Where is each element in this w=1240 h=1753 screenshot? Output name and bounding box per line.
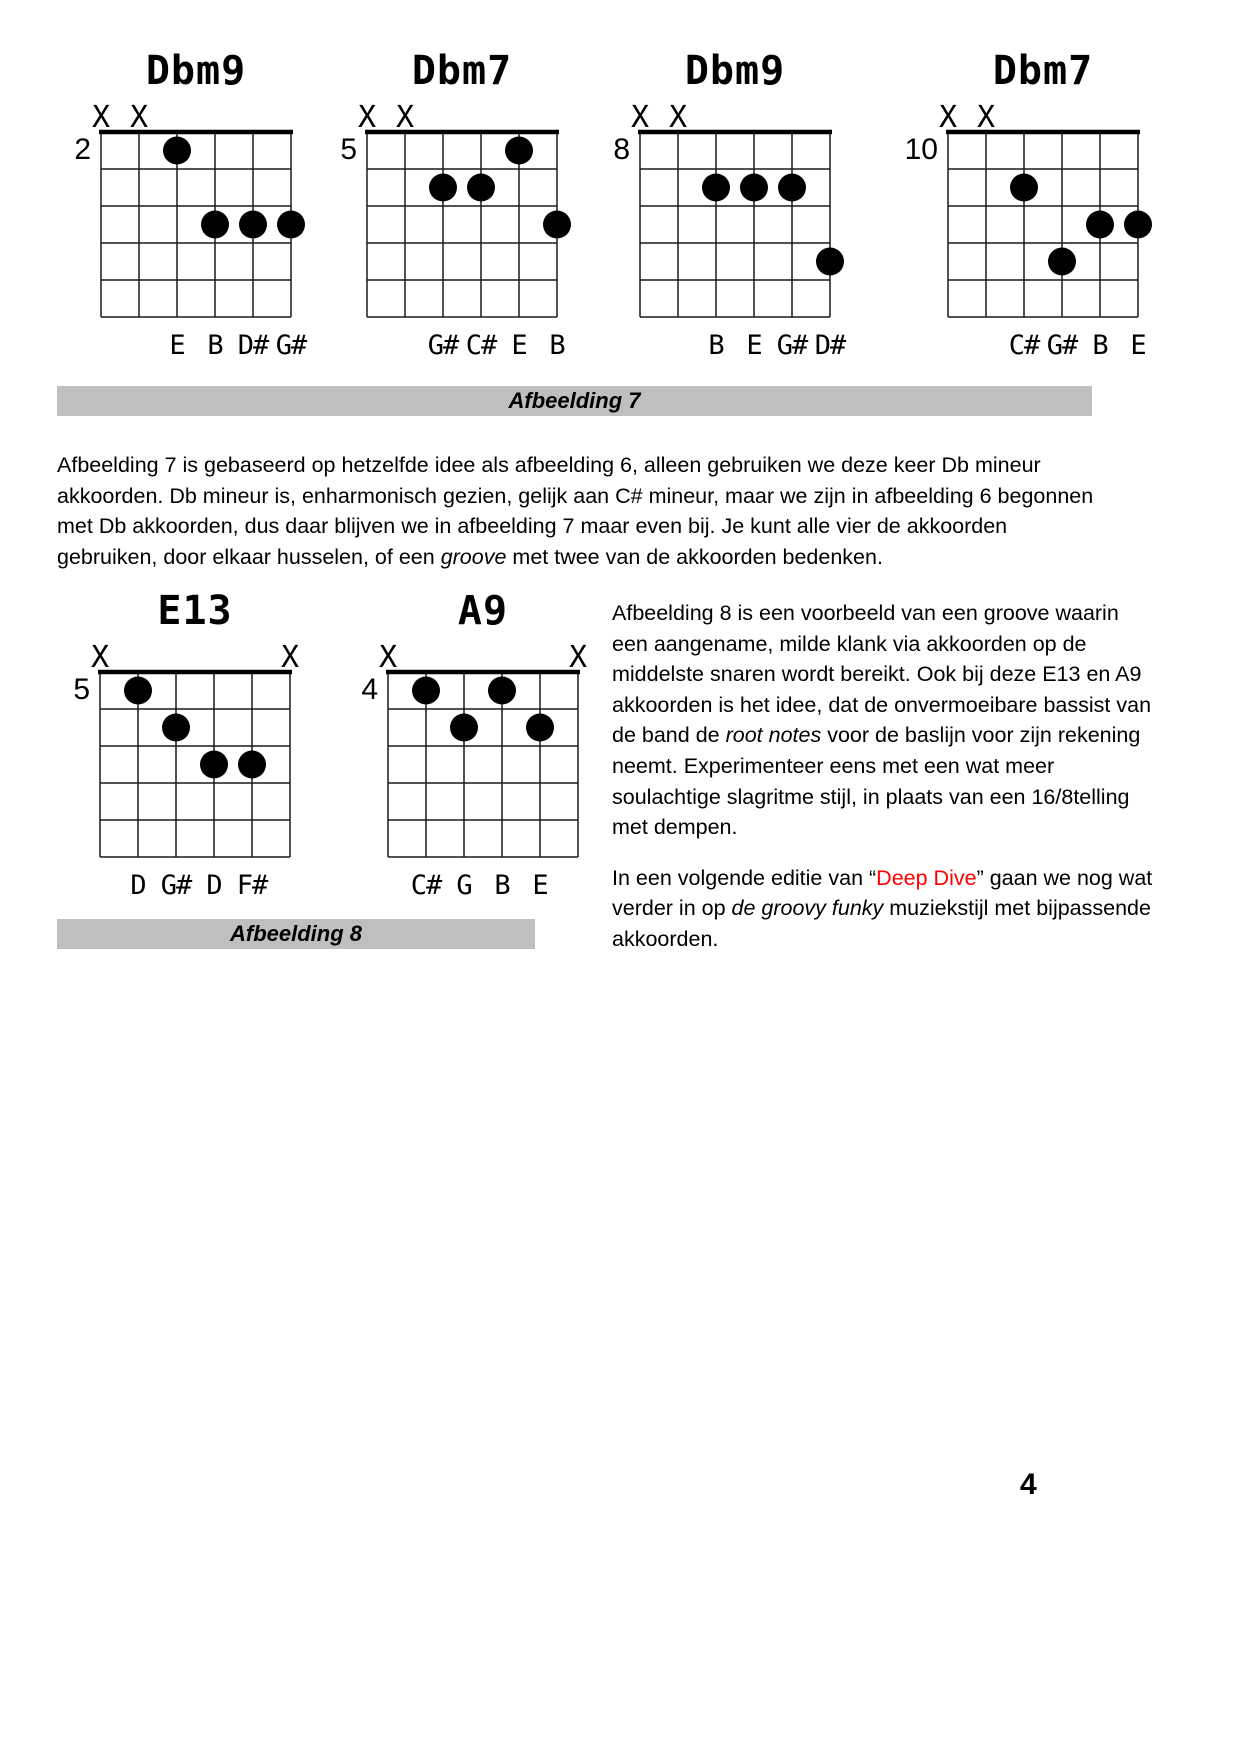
muted-string-marker: X xyxy=(568,640,588,675)
chord-diagram-svg xyxy=(307,38,587,374)
note-label: B xyxy=(1092,330,1108,361)
emphasized-text: de groovy funky xyxy=(731,896,884,921)
note-label: G xyxy=(456,870,472,901)
note-label: E xyxy=(1130,330,1146,361)
finger-dot xyxy=(526,714,554,742)
text-run: In een volgende editie van “ xyxy=(612,865,877,890)
chord-diagram-e13-fret5 xyxy=(40,578,320,914)
chord-diagram-dbm7-fret10 xyxy=(888,38,1168,374)
finger-dot xyxy=(238,751,266,779)
figure8-caption-bar xyxy=(57,919,535,949)
chord-diagram-svg xyxy=(888,38,1168,374)
fret-number: 5 xyxy=(73,673,90,706)
note-label: C# xyxy=(1008,330,1040,361)
emphasized-text: groove xyxy=(440,544,507,569)
finger-dot xyxy=(702,174,730,202)
finger-dot xyxy=(1010,174,1038,202)
chord-name: Dbm9 xyxy=(145,48,247,94)
figure7-caption-bar xyxy=(57,386,1092,416)
note-label: C# xyxy=(410,870,442,901)
finger-dot xyxy=(1124,211,1152,239)
fret-number: 4 xyxy=(361,673,378,706)
finger-dot xyxy=(200,751,228,779)
chord-diagram-svg xyxy=(328,578,608,914)
muted-string-marker: X xyxy=(378,640,398,675)
note-label: E xyxy=(532,870,548,901)
finger-dot xyxy=(239,211,267,239)
note-label: B xyxy=(494,870,510,901)
note-label: G# xyxy=(1046,330,1078,361)
finger-dot xyxy=(163,137,191,165)
figure8-caption-text: Afbeelding 8 xyxy=(229,921,362,946)
chord-name: Dbm7 xyxy=(411,48,513,94)
note-label: C# xyxy=(465,330,497,361)
highlighted-text: Deep Dive xyxy=(876,865,977,890)
finger-dot xyxy=(543,211,571,239)
chord-diagram-svg xyxy=(41,38,321,374)
muted-string-marker: X xyxy=(395,100,415,135)
text-run: Afbeelding 7 is gebaseerd op hetzelfde idee als afbeelding 6, alleen gebruiken we deze keer Db mineur akkoorden. Db mineur is, enharmonisch gezien, gelijk aan C# mineur, maar we zijn in afbeelding 6 begonnen met Db akkoorden, dus daar blijven we in afbeelding 7 maar even bij. Je kunt alle vier de akkoorden gebruiken, door elkaar husselen, of een xyxy=(57,453,1094,569)
finger-dot xyxy=(429,174,457,202)
fretboard-grid xyxy=(365,132,559,317)
text-run: Afbeelding 8 is een voorbeeld van een groove waarin een aangename, milde klank via akkoorden op de middelste snaren wordt bereikt. Ook bij deze E13 en A9 akkoorden is het idee, dat de onvermoeibare bassist van de band de xyxy=(612,601,1152,748)
note-label: E xyxy=(511,330,527,361)
muted-string-marker: X xyxy=(357,100,377,135)
muted-string-marker: X xyxy=(129,100,149,135)
figure7-caption-text: Afbeelding 7 xyxy=(508,388,641,413)
note-label: E xyxy=(169,330,185,361)
chord-name: A9 xyxy=(457,588,509,634)
chord-diagram-svg xyxy=(580,38,860,374)
finger-dot xyxy=(124,677,152,705)
note-label: G# xyxy=(160,870,192,901)
paragraph-deep-dive xyxy=(612,863,1160,955)
muted-string-marker: X xyxy=(976,100,996,135)
note-label: D# xyxy=(237,330,269,361)
page-number: 4 xyxy=(1020,1468,1037,1501)
chord-diagram-a9-fret4 xyxy=(328,578,608,914)
muted-string-marker: X xyxy=(280,640,300,675)
chord-diagram-dbm9-fret8 xyxy=(580,38,860,374)
note-label: D xyxy=(206,870,222,901)
fret-number: 5 xyxy=(340,133,357,166)
fret-number: 8 xyxy=(613,133,630,166)
note-label: G# xyxy=(427,330,459,361)
finger-dot xyxy=(277,211,305,239)
muted-string-marker: X xyxy=(90,640,110,675)
finger-dot xyxy=(816,248,844,276)
finger-dot xyxy=(412,677,440,705)
chord-name: E13 xyxy=(157,588,233,634)
fretboard-grid xyxy=(638,132,832,317)
muted-string-marker: X xyxy=(668,100,688,135)
finger-dot xyxy=(201,211,229,239)
fret-number: 10 xyxy=(904,133,938,166)
finger-dot xyxy=(505,137,533,165)
note-label: G# xyxy=(275,330,307,361)
note-label: F# xyxy=(236,870,268,901)
finger-dot xyxy=(467,174,495,202)
text-run: met twee van de akkoorden bedenken. xyxy=(506,544,883,569)
finger-dot xyxy=(778,174,806,202)
note-label: E xyxy=(746,330,762,361)
muted-string-marker: X xyxy=(630,100,650,135)
note-label: G# xyxy=(776,330,808,361)
fretboard-grid xyxy=(386,672,580,857)
finger-dot xyxy=(740,174,768,202)
muted-string-marker: X xyxy=(91,100,111,135)
finger-dot xyxy=(162,714,190,742)
finger-dot xyxy=(1086,211,1114,239)
note-label: B xyxy=(207,330,223,361)
note-label: D xyxy=(130,870,146,901)
note-label: D# xyxy=(814,330,846,361)
finger-dot xyxy=(450,714,478,742)
text-run: voor de baslijn voor zijn rekening neemt. Experimenteer eens met een wat meer soulachtige slagritme stijl, in plaats van een 16/8telling met dempen. xyxy=(612,723,1141,840)
chord-name: Dbm7 xyxy=(992,48,1094,94)
chord-diagram-dbm7-fret5 xyxy=(307,38,587,374)
muted-string-marker: X xyxy=(938,100,958,135)
finger-dot xyxy=(488,677,516,705)
text-run: muziekstijl met bijpassende akkoorden. xyxy=(612,896,1151,951)
note-label: B xyxy=(549,330,565,361)
column-afbeelding8 xyxy=(612,598,1160,955)
finger-dot xyxy=(1048,248,1076,276)
chord-diagram-dbm9-fret2 xyxy=(41,38,321,374)
paragraph-afbeelding8 xyxy=(612,598,1160,843)
text-run: ” gaan we nog wat verder in op xyxy=(612,865,1153,921)
chord-name: Dbm9 xyxy=(684,48,786,94)
chord-diagram-svg xyxy=(40,578,320,914)
note-label: B xyxy=(708,330,724,361)
emphasized-text: root notes xyxy=(725,723,822,748)
paragraph-afbeelding7 xyxy=(57,450,1112,572)
fret-number: 2 xyxy=(74,133,91,166)
